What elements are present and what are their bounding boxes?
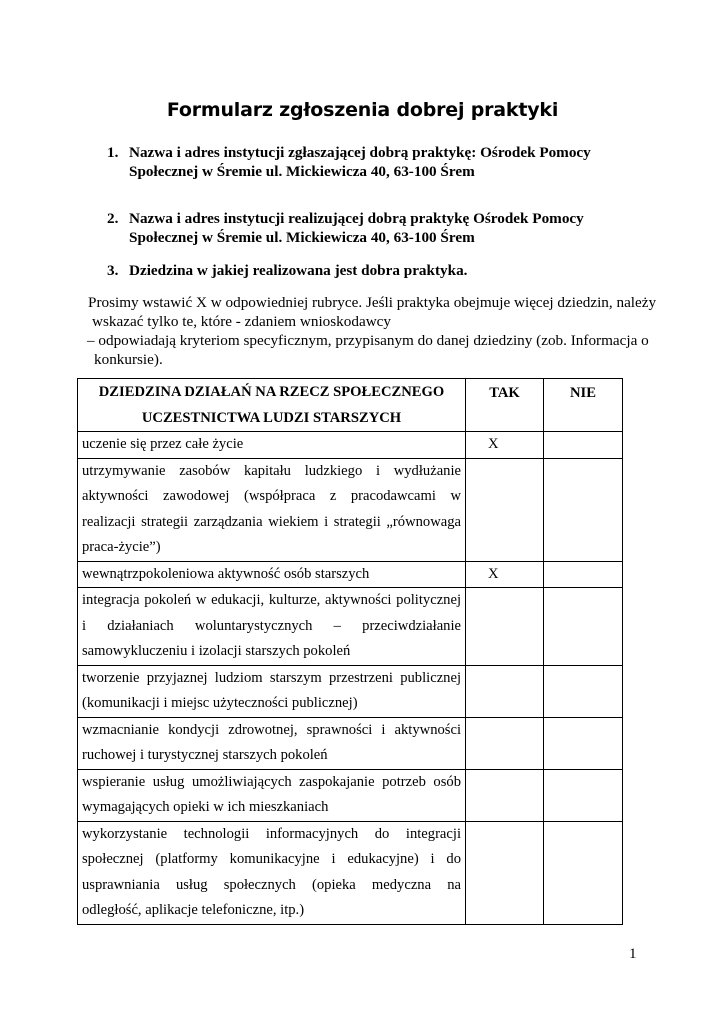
yes-cell[interactable]	[466, 769, 544, 821]
no-cell[interactable]	[544, 717, 623, 769]
table-row	[78, 432, 623, 459]
yes-cell[interactable]	[466, 717, 544, 769]
table-header-row	[78, 379, 623, 432]
section-number: 3.	[107, 262, 119, 279]
yes-cell[interactable]: X	[466, 561, 544, 588]
section-1	[107, 143, 647, 181]
header-yes: TAK	[466, 379, 544, 432]
table-row	[78, 458, 623, 561]
table-row	[78, 717, 623, 769]
domain-cell: wykorzystanie technologii informacyjnych do integracji społecznej (platformy komunikacyjne i edukacyjne) i do usprawniania usług społecznych (opieka medyczna na odległość, aplikacje telefoniczne, itp.)	[78, 821, 466, 924]
instructions	[87, 293, 657, 369]
no-cell[interactable]	[544, 432, 623, 459]
page-title: Formularz zgłoszenia dobrej praktyki	[166, 99, 559, 121]
domain-cell: integracja pokoleń w edukacji, kulturze, aktywności politycznej i działaniach woluntarystycznych – przeciwdziałanie samowykluczeniu i izolacji starszych pokoleń	[78, 588, 466, 666]
domain-cell: wewnątrzpokoleniowa aktywność osób starszych	[78, 561, 466, 588]
table-row	[78, 665, 623, 717]
yes-cell[interactable]	[466, 665, 544, 717]
section-text: Nazwa i adres instytucji zgłaszającej dobrą praktykę: Ośrodek Pomocy Społecznej w Śremie ul. Mickiewicza 40, 63-100 Śrem	[129, 144, 591, 180]
section-2	[107, 209, 647, 247]
yes-cell[interactable]	[466, 821, 544, 924]
no-cell[interactable]	[544, 588, 623, 666]
instructions-line: Prosimy wstawić X w odpowiedniej rubryce. Jeśli praktyka obejmuje więcej dziedzin, należy	[88, 294, 657, 311]
no-cell[interactable]	[544, 458, 623, 561]
section-3	[107, 261, 647, 280]
domain-cell: utrzymywanie zasobów kapitału ludzkiego i wydłużanie aktywności zawodowej (współpraca z pracodawcami w realizacji strategii zarządzania wiekiem i strategii „równowaga praca-życie”)	[78, 458, 466, 561]
yes-cell[interactable]	[466, 588, 544, 666]
no-cell[interactable]	[544, 561, 623, 588]
header-domain: DZIEDZINA DZIAŁAŃ NA RZECZ SPOŁECZNEGO UCZESTNICTWA LUDZI STARSZYCH	[78, 379, 466, 432]
section-number: 2.	[107, 210, 119, 227]
section-text: Nazwa i adres instytucji realizującej dobrą praktykę Ośrodek Pomocy Społecznej w Śremie ul. Mickiewicza 40, 63-100 Śrem	[129, 210, 584, 246]
domain-table	[77, 378, 623, 925]
no-cell[interactable]	[544, 665, 623, 717]
domain-cell: wzmacnianie kondycji zdrowotnej, sprawności i aktywności ruchowej i turystycznej starszych pokoleń	[78, 717, 466, 769]
table-row	[78, 821, 623, 924]
domain-cell: wspieranie usług umożliwiających zaspokajanie potrzeb osób wymagających opieki w ich mieszkaniach	[78, 769, 466, 821]
table-row	[78, 561, 623, 588]
page-number: 1	[629, 946, 637, 962]
no-cell[interactable]	[544, 769, 623, 821]
yes-cell[interactable]	[466, 458, 544, 561]
table-row	[78, 769, 623, 821]
instructions-line: – odpowiadają kryteriom specyficznym, przypisanym do danej dziedziny (zob. Informacja o	[87, 332, 649, 349]
domain-cell: tworzenie przyjaznej ludziom starszym przestrzeni publicznej (komunikacji i miejsc użyteczności publicznej)	[78, 665, 466, 717]
no-cell[interactable]	[544, 821, 623, 924]
table-row	[78, 588, 623, 666]
yes-cell[interactable]: X	[466, 432, 544, 459]
section-number: 1.	[107, 144, 119, 161]
domain-cell: uczenie się przez całe życie	[78, 432, 466, 459]
instructions-line: wskazać tylko te, które - zdaniem wnioskodawcy	[92, 313, 392, 330]
section-text: Dziedzina w jakiej realizowana jest dobra praktyka.	[129, 262, 468, 279]
instructions-line: konkursie).	[94, 351, 163, 368]
header-no: NIE	[544, 379, 623, 432]
